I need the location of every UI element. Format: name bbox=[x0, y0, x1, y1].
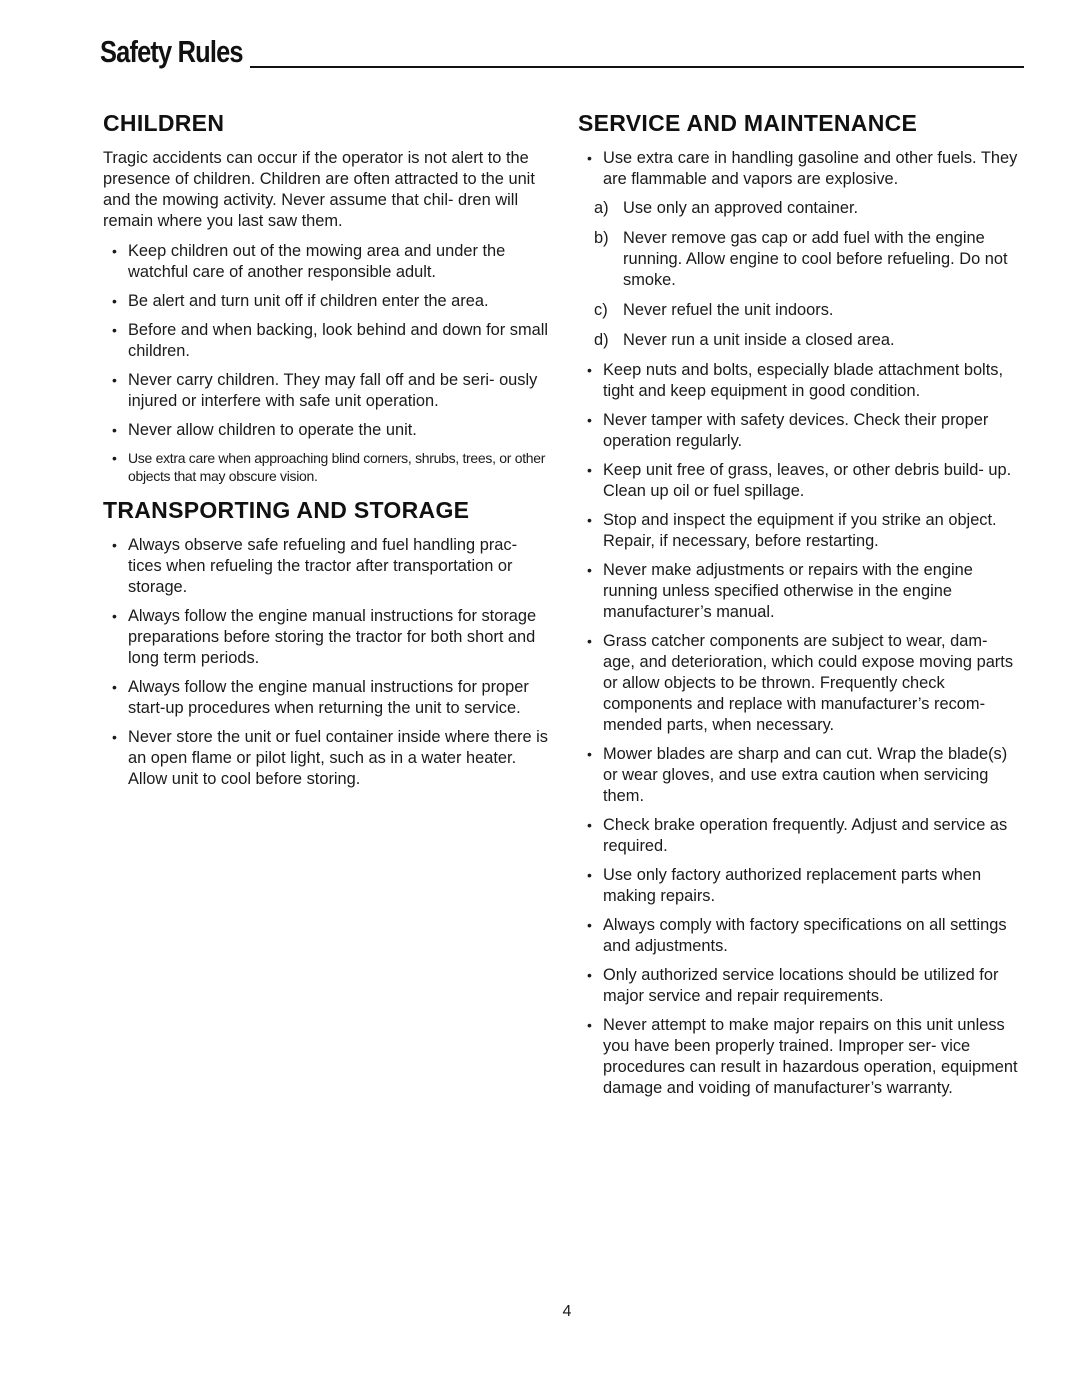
bullet-icon: • bbox=[587, 150, 592, 166]
list-item-text: Never make adjustments or repairs with the engine running unless specified otherwise in the engine manufacturer’s manual. bbox=[603, 561, 973, 621]
list-item bbox=[103, 241, 555, 283]
list-item-text: Never carry children. They may fall off and be seri- ously injured or interfere with safe unit operation. bbox=[128, 371, 538, 410]
sub-item-text: Never remove gas cap or add fuel with the engine running. Allow engine to cool before refueling. Do not smoke. bbox=[623, 229, 1008, 289]
left-column bbox=[103, 108, 555, 798]
service-heading: SERVICE AND MAINTENANCE bbox=[578, 110, 918, 136]
list-item-text: Always follow the engine manual instructions for proper start-up procedures when returning the unit to service. bbox=[128, 678, 529, 717]
sub-item-letter: a) bbox=[594, 199, 609, 217]
bullet-icon: • bbox=[587, 817, 592, 833]
bullet-icon: • bbox=[112, 243, 117, 259]
sub-item-letter: d) bbox=[594, 331, 609, 349]
transport-list bbox=[103, 535, 555, 790]
bullet-icon: • bbox=[587, 412, 592, 428]
list-item bbox=[578, 148, 1023, 190]
page-title: Safety Rules bbox=[100, 34, 243, 69]
list-item bbox=[578, 865, 1023, 907]
bullet-icon: • bbox=[587, 1017, 592, 1033]
sub-item-text: Never refuel the unit indoors. bbox=[623, 301, 834, 319]
service-fuel-list bbox=[578, 148, 1023, 190]
list-item bbox=[103, 535, 555, 598]
service-list bbox=[578, 360, 1023, 1099]
bullet-icon: • bbox=[587, 462, 592, 478]
list-item bbox=[578, 410, 1023, 452]
list-item-text: Stop and inspect the equipment if you strike an object. Repair, if necessary, before restarting. bbox=[603, 511, 997, 550]
list-item-text: Always observe safe refueling and fuel handling prac- tices when refueling the tractor after transportation or storage. bbox=[128, 536, 518, 596]
bullet-icon: • bbox=[112, 450, 117, 466]
children-intro: Tragic accidents can occur if the operator is not alert to the presence of children. Children are often attracted to the unit and the mowing activity. Never assume that chil- dren will remain where you last saw them. bbox=[103, 149, 535, 230]
bullet-icon: • bbox=[112, 322, 117, 338]
list-item bbox=[578, 915, 1023, 957]
bullet-icon: • bbox=[587, 917, 592, 933]
list-item-text: Never store the unit or fuel container inside where there is an open flame or pilot light, such as in a water heater. Allow unit to cool before storing. bbox=[128, 728, 549, 788]
list-item-text: Use extra care in handling gasoline and other fuels. They are flammable and vapors are explosive. bbox=[603, 149, 1018, 188]
sub-item-letter: c) bbox=[594, 301, 608, 319]
bullet-icon: • bbox=[112, 537, 117, 553]
list-item bbox=[578, 815, 1023, 857]
children-heading: CHILDREN bbox=[103, 110, 225, 136]
bullet-icon: • bbox=[112, 679, 117, 695]
bullet-icon: • bbox=[112, 608, 117, 624]
list-item bbox=[578, 460, 1023, 502]
page-number: 4 bbox=[562, 1303, 572, 1320]
list-item bbox=[578, 631, 1023, 736]
bullet-icon: • bbox=[587, 562, 592, 578]
list-item-text: Always follow the engine manual instructions for storage preparations before storing the tractor for both short and long term periods. bbox=[128, 607, 537, 667]
list-item-text: Never tamper with safety devices. Check their proper operation regularly. bbox=[603, 411, 989, 450]
list-item-text: Use extra care when approaching blind corners, shrubs, trees, or other objects that may obscure vision. bbox=[128, 450, 546, 484]
sub-item-text: Never run a unit inside a closed area. bbox=[623, 331, 895, 349]
list-item-text: Never attempt to make major repairs on this unit unless you have been properly trained. Improper ser- vice procedures can result in hazardous operation, equipment damage and voiding of manufacturer’s warranty. bbox=[603, 1016, 1018, 1097]
sub-list-item bbox=[586, 330, 1023, 351]
list-item-text: Only authorized service locations should be utilized for major service and repair requirements. bbox=[603, 966, 999, 1005]
title-rule bbox=[250, 66, 1024, 68]
bullet-icon: • bbox=[112, 372, 117, 388]
fuel-sub-list bbox=[578, 198, 1023, 351]
list-item bbox=[578, 744, 1023, 807]
bullet-icon: • bbox=[587, 867, 592, 883]
sub-item-letter: b) bbox=[594, 229, 609, 247]
list-item bbox=[578, 965, 1023, 1007]
list-item-text: Mower blades are sharp and can cut. Wrap the blade(s) or wear gloves, and use extra caution when servicing them. bbox=[603, 745, 1008, 805]
list-item bbox=[103, 727, 555, 790]
list-item-text: Before and when backing, look behind and down for small children. bbox=[128, 321, 549, 360]
list-item-text: Keep unit free of grass, leaves, or other debris build- up. Clean up oil or fuel spillage. bbox=[603, 461, 1012, 500]
children-list bbox=[103, 241, 555, 485]
bullet-icon: • bbox=[587, 633, 592, 649]
bullet-icon: • bbox=[587, 362, 592, 378]
list-item bbox=[103, 606, 555, 669]
list-item bbox=[578, 1015, 1023, 1099]
list-item bbox=[103, 677, 555, 719]
list-item-text: Keep children out of the mowing area and under the watchful care of another responsible adult. bbox=[128, 242, 506, 281]
list-item bbox=[103, 291, 555, 312]
bullet-icon: • bbox=[587, 512, 592, 528]
list-item-text: Use only factory authorized replacement parts when making repairs. bbox=[603, 866, 982, 905]
bullet-icon: • bbox=[112, 422, 117, 438]
right-column bbox=[578, 108, 1023, 1107]
list-item-text: Check brake operation frequently. Adjust and service as required. bbox=[603, 816, 1008, 855]
list-item bbox=[103, 420, 555, 441]
sub-list-item bbox=[586, 198, 1023, 219]
list-item-text: Never allow children to operate the unit. bbox=[128, 421, 417, 439]
sub-list-item bbox=[586, 228, 1023, 291]
list-item bbox=[578, 510, 1023, 552]
list-item bbox=[578, 560, 1023, 623]
sub-item-text: Use only an approved container. bbox=[623, 199, 859, 217]
list-item bbox=[103, 320, 555, 362]
bullet-icon: • bbox=[587, 746, 592, 762]
list-item-text: Always comply with factory specifications on all settings and adjustments. bbox=[603, 916, 1007, 955]
bullet-icon: • bbox=[112, 293, 117, 309]
bullet-icon: • bbox=[112, 729, 117, 745]
sub-list-item bbox=[586, 300, 1023, 321]
transport-heading: TRANSPORTING AND STORAGE bbox=[103, 497, 470, 523]
bullet-icon: • bbox=[587, 967, 592, 983]
list-item-text: Keep nuts and bolts, especially blade attachment bolts, tight and keep equipment in good condition. bbox=[603, 361, 1004, 400]
list-item bbox=[578, 360, 1023, 402]
list-item-text: Be alert and turn unit off if children enter the area. bbox=[128, 292, 489, 310]
list-item bbox=[103, 370, 555, 412]
list-item-text: Grass catcher components are subject to wear, dam- age, and deterioration, which could expose moving parts or allow objects to be thrown. Frequently check components and replace with manufacturer’s recom- mended parts, when necessary. bbox=[603, 632, 1014, 734]
list-item bbox=[103, 449, 555, 485]
